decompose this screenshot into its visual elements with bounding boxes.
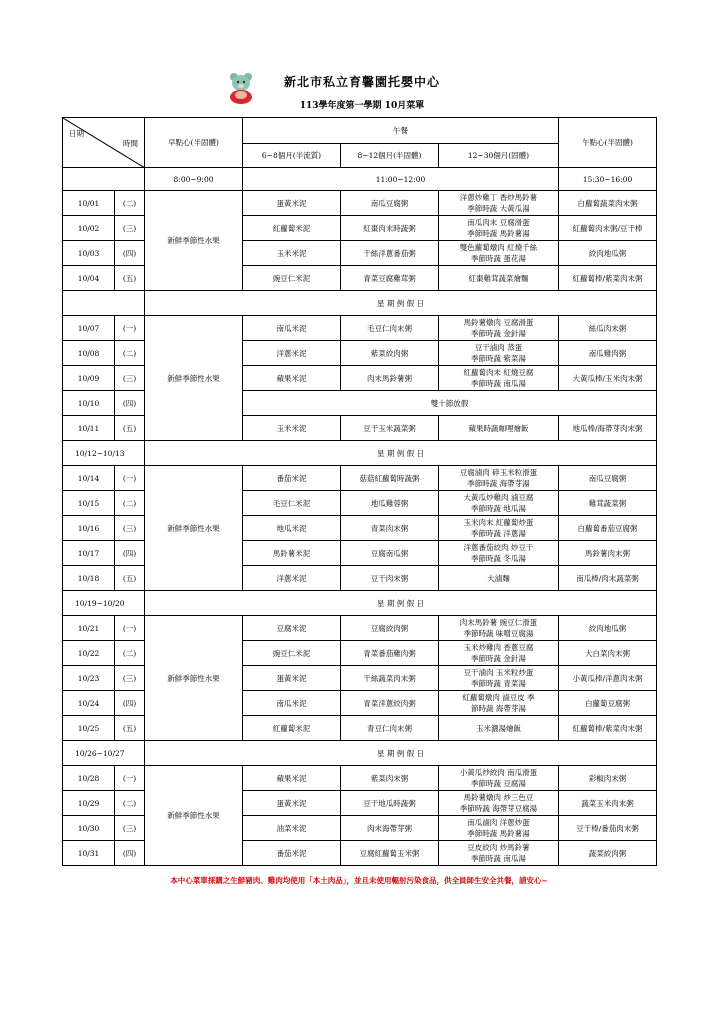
date-label: 日期 bbox=[69, 129, 84, 138]
weekday-cell: (五) bbox=[115, 416, 145, 441]
meal-8-12-cell: 豆腐紅蘿蔔玉米粥 bbox=[341, 841, 439, 866]
date-cell: 10/10 bbox=[63, 391, 115, 416]
holiday-cell: 雙十節放假 bbox=[243, 391, 657, 416]
meal-12-30-cell: 玉米肉末 紅蘿蔔炒蛋 季節時蔬 洋蔥湯 bbox=[439, 516, 559, 541]
weekday-cell: (四) bbox=[115, 541, 145, 566]
meal-8-12-cell: 肉末海帶芽粥 bbox=[341, 816, 439, 841]
meal-6-8-cell: 油菜米泥 bbox=[243, 816, 341, 841]
menu-table bbox=[62, 117, 657, 866]
date-cell: 10/28 bbox=[63, 766, 115, 791]
weekday-cell: (四) bbox=[115, 391, 145, 416]
time-morning: 8:00~9:00 bbox=[145, 168, 243, 191]
meal-8-12-cell: 豆干玉米蔬菜粥 bbox=[341, 416, 439, 441]
date-cell: 10/18 bbox=[63, 566, 115, 591]
table-row bbox=[63, 316, 657, 341]
weekend-date-cell: 10/26~10/27 bbox=[63, 741, 145, 766]
date-cell: 10/09 bbox=[63, 366, 115, 391]
meal-6-8-cell: 番茄米泥 bbox=[243, 841, 341, 866]
afternoon-snack-cell: 豆干棒/番茄肉末粥 bbox=[559, 816, 657, 841]
meal-6-8-cell: 豆腐米泥 bbox=[243, 616, 341, 641]
afternoon-snack-cell: 雞茸蔬菜粥 bbox=[559, 491, 657, 516]
meal-6-8-cell: 蘋果米泥 bbox=[243, 766, 341, 791]
meal-8-12-cell: 紫菜肉末粥 bbox=[341, 766, 439, 791]
afternoon-snack-cell: 南瓜雞肉粥 bbox=[559, 341, 657, 366]
meal-12-30-cell: 玉米濃湯燴飯 bbox=[439, 716, 559, 741]
afternoon-snack-cell: 彩椒肉末粥 bbox=[559, 766, 657, 791]
weekday-cell: (三) bbox=[115, 516, 145, 541]
meal-6-8-cell: 豌豆仁米泥 bbox=[243, 266, 341, 291]
lunch-6-8-header: 6~8個月(半流質) bbox=[243, 144, 341, 168]
table-row bbox=[63, 616, 657, 641]
meal-6-8-cell: 南瓜米泥 bbox=[243, 316, 341, 341]
meal-8-12-cell: 青豆仁肉末粥 bbox=[341, 716, 439, 741]
meal-6-8-cell: 蛋黃米泥 bbox=[243, 191, 341, 216]
afternoon-snack-cell: 地瓜棒/海帶芽肉末粥 bbox=[559, 416, 657, 441]
meal-8-12-cell: 毛豆仁肉末粥 bbox=[341, 316, 439, 341]
meal-6-8-cell: 洋蔥米泥 bbox=[243, 341, 341, 366]
meal-12-30-cell: 紅棗雞茸蔬菜燴麵 bbox=[439, 266, 559, 291]
time-lunch: 11:00~12:00 bbox=[243, 168, 559, 191]
weekend-row bbox=[63, 741, 657, 766]
meal-8-12-cell: 青菜洋蔥絞肉粥 bbox=[341, 691, 439, 716]
meal-12-30-cell: 南瓜滷肉 洋蔥炒蛋 季節時蔬 馬鈴薯湯 bbox=[439, 816, 559, 841]
afternoon-snack-cell: 紅蘿蔔棒/紫菜肉末粥 bbox=[559, 266, 657, 291]
afternoon-snack-header: 午點心(半固體) bbox=[559, 118, 657, 168]
afternoon-snack-cell: 蔬菜玉米肉末粥 bbox=[559, 791, 657, 816]
weekday-cell: (二) bbox=[115, 191, 145, 216]
meal-8-12-cell: 地瓜雞蓉粥 bbox=[341, 491, 439, 516]
weekday-cell: (五) bbox=[115, 566, 145, 591]
weekend-date-cell: 10/19~10/20 bbox=[63, 591, 145, 616]
meal-12-30-cell: 蘋果時蔬咖哩燴飯 bbox=[439, 416, 559, 441]
weekday-cell: (一) bbox=[115, 616, 145, 641]
weekday-cell: (三) bbox=[115, 666, 145, 691]
weekday-cell: (四) bbox=[115, 241, 145, 266]
meal-6-8-cell: 蛋黃米泥 bbox=[243, 791, 341, 816]
date-cell: 10/21 bbox=[63, 616, 115, 641]
date-cell: 10/31 bbox=[63, 841, 115, 866]
afternoon-snack-cell: 紅蘿蔔肉末粥/豆干棒 bbox=[559, 216, 657, 241]
meal-12-30-cell: 馬鈴薯燉肉 豆腐滑蛋 季節時蔬 金針湯 bbox=[439, 316, 559, 341]
meal-8-12-cell: 青菜肉末粥 bbox=[341, 516, 439, 541]
meal-8-12-cell: 紫菜絞肉粥 bbox=[341, 341, 439, 366]
afternoon-snack-cell: 白蘿蔔蔬菜肉末粥 bbox=[559, 191, 657, 216]
fruit-cell: 新鮮季節性水果 bbox=[145, 191, 243, 291]
date-cell: 10/16 bbox=[63, 516, 115, 541]
date-cell: 10/15 bbox=[63, 491, 115, 516]
weekday-cell: (一) bbox=[115, 766, 145, 791]
afternoon-snack-cell: 馬鈴薯肉末粥 bbox=[559, 541, 657, 566]
weekend-text-cell: 星 期 例 假 日 bbox=[145, 441, 657, 466]
meal-12-30-cell: 馬鈴薯燉肉 炒三色豆 季節時蔬 海帶芽豆腐湯 bbox=[439, 791, 559, 816]
date-cell: 10/30 bbox=[63, 816, 115, 841]
meal-6-8-cell: 豌豆仁米泥 bbox=[243, 641, 341, 666]
meal-8-12-cell: 豆腐南瓜粥 bbox=[341, 541, 439, 566]
meal-12-30-cell: 南瓜肉末 豆腐滑蛋 季節時蔬 馬鈴薯湯 bbox=[439, 216, 559, 241]
date-cell: 10/08 bbox=[63, 341, 115, 366]
weekend-row bbox=[63, 291, 657, 316]
meal-6-8-cell: 毛豆仁米泥 bbox=[243, 491, 341, 516]
meal-12-30-cell: 豆皮絞肉 炒馬鈴薯 季節時蔬 南瓜湯 bbox=[439, 841, 559, 866]
meal-8-12-cell: 干絲洋蔥番茄粥 bbox=[341, 241, 439, 266]
meal-12-30-cell: 洋蔥炒雞丁 香炒馬鈴薯 季節時蔬 大黃瓜湯 bbox=[439, 191, 559, 216]
meal-6-8-cell: 玉米米泥 bbox=[243, 416, 341, 441]
date-cell: 10/07 bbox=[63, 316, 115, 341]
footer-note: 本中心菜單採購之生鮮豬肉、雞肉均使用「本土肉品」，並且未使用輻射污染食品，供全員師生安全共餐，請安心~ bbox=[170, 876, 548, 885]
meal-12-30-cell: 肉末馬鈴薯 豌豆仁滑蛋 季節時蔬 味噌豆腐湯 bbox=[439, 616, 559, 641]
table-row bbox=[63, 466, 657, 491]
meal-6-8-cell: 番茄米泥 bbox=[243, 466, 341, 491]
date-cell: 10/23 bbox=[63, 666, 115, 691]
meal-12-30-cell: 雙色蘿蔔燉肉 紅燒千絲 季節時蔬 蛋花湯 bbox=[439, 241, 559, 266]
afternoon-snack-cell: 白蘿蔔豆腐粥 bbox=[559, 691, 657, 716]
meal-8-12-cell: 青菜豆腐雞茸粥 bbox=[341, 266, 439, 291]
meal-6-8-cell: 紅蘿蔔米泥 bbox=[243, 216, 341, 241]
date-cell: 10/29 bbox=[63, 791, 115, 816]
weekend-text-cell: 星 期 例 假 日 bbox=[145, 591, 657, 616]
meal-8-12-cell: 豆干肉末粥 bbox=[341, 566, 439, 591]
table-row bbox=[63, 766, 657, 791]
time-label: 時間 bbox=[123, 139, 138, 148]
afternoon-snack-cell: 白蘿蔔番茄豆腐粥 bbox=[559, 516, 657, 541]
weekday-cell: (二) bbox=[115, 341, 145, 366]
weekend-text-cell: 星 期 例 假 日 bbox=[145, 291, 657, 316]
weekday-cell: (二) bbox=[115, 641, 145, 666]
meal-6-8-cell: 地瓜米泥 bbox=[243, 516, 341, 541]
meal-12-30-cell: 大滷麵 bbox=[439, 566, 559, 591]
meal-12-30-cell: 豆干滷肉 玉米粒炒蛋 季節時蔬 青菜湯 bbox=[439, 666, 559, 691]
weekday-cell: (五) bbox=[115, 716, 145, 741]
weekday-cell: (一) bbox=[115, 316, 145, 341]
meal-6-8-cell: 蛋黃米泥 bbox=[243, 666, 341, 691]
date-cell: 10/03 bbox=[63, 241, 115, 266]
meal-12-30-cell: 豆腐滷肉 碎玉米粒滑蛋 季節時蔬 海帶芽湯 bbox=[439, 466, 559, 491]
date-cell: 10/24 bbox=[63, 691, 115, 716]
meal-6-8-cell: 南瓜米泥 bbox=[243, 691, 341, 716]
meal-12-30-cell: 大黃瓜炒雞肉 滷豆腐 季節時蔬 地瓜湯 bbox=[439, 491, 559, 516]
date-cell: 10/02 bbox=[63, 216, 115, 241]
date-time-header bbox=[63, 118, 145, 168]
meal-8-12-cell: 菇菇紅蘿蔔時蔬粥 bbox=[341, 466, 439, 491]
meal-8-12-cell: 青菜番茄雞肉粥 bbox=[341, 641, 439, 666]
meal-8-12-cell: 紅棗肉末時蔬粥 bbox=[341, 216, 439, 241]
date-cell: 10/11 bbox=[63, 416, 115, 441]
afternoon-snack-cell: 南瓜豆腐粥 bbox=[559, 466, 657, 491]
meal-8-12-cell: 肉末馬鈴薯粥 bbox=[341, 366, 439, 391]
afternoon-snack-cell: 紅蘿蔔棒/紫菜肉末粥 bbox=[559, 716, 657, 741]
meal-12-30-cell: 洋蔥番茄絞肉 炒豆干 季節時蔬 冬瓜湯 bbox=[439, 541, 559, 566]
morning-snack-header: 早點心(半固體) bbox=[145, 118, 243, 168]
weekday-cell: (三) bbox=[115, 816, 145, 841]
weekend-row bbox=[63, 591, 657, 616]
lunch-12-30-header: 12~30個月(固體) bbox=[439, 144, 559, 168]
meal-6-8-cell: 蘋果米泥 bbox=[243, 366, 341, 391]
weekday-cell: (二) bbox=[115, 491, 145, 516]
date-cell: 10/25 bbox=[63, 716, 115, 741]
weekday-cell: (五) bbox=[115, 266, 145, 291]
fruit-cell: 新鮮季節性水果 bbox=[145, 766, 243, 866]
meal-6-8-cell: 洋蔥米泥 bbox=[243, 566, 341, 591]
weekend-text-cell: 星 期 例 假 日 bbox=[145, 741, 657, 766]
meal-8-12-cell: 南瓜豆腐粥 bbox=[341, 191, 439, 216]
date-cell: 10/04 bbox=[63, 266, 115, 291]
fruit-cell: 新鮮季節性水果 bbox=[145, 316, 243, 441]
fruit-cell: 新鮮季節性水果 bbox=[145, 466, 243, 591]
afternoon-snack-cell: 南瓜棒/肉末蔬菜粥 bbox=[559, 566, 657, 591]
afternoon-snack-cell: 小黃瓜棒/洋蔥肉末粥 bbox=[559, 666, 657, 691]
weekday-cell: (一) bbox=[115, 466, 145, 491]
lunch-8-12-header: 8~12個月(半固體) bbox=[341, 144, 439, 168]
date-cell: 10/14 bbox=[63, 466, 115, 491]
meal-12-30-cell: 紅蘿蔔燉肉 滷豆皮 季 節時蔬 海帶芽湯 bbox=[439, 691, 559, 716]
weekend-date-cell: 10/12~10/13 bbox=[63, 441, 145, 466]
meal-6-8-cell: 紅蘿蔔米泥 bbox=[243, 716, 341, 741]
date-cell: 10/01 bbox=[63, 191, 115, 216]
table-row bbox=[63, 191, 657, 216]
meal-8-12-cell: 豆腐絞肉粥 bbox=[341, 616, 439, 641]
weekday-cell: (三) bbox=[115, 216, 145, 241]
time-afternoon: 15:30~16:00 bbox=[559, 168, 657, 191]
lunch-header: 午餐 bbox=[243, 118, 559, 144]
meal-12-30-cell: 玉米炒雞肉 香蔥豆腐 季節時蔬 金針湯 bbox=[439, 641, 559, 666]
weekday-cell: (四) bbox=[115, 691, 145, 716]
meal-8-12-cell: 干絲蔬菜肉末粥 bbox=[341, 666, 439, 691]
meal-12-30-cell: 豆干滷肉 蒸蛋 季節時蔬 紫菜湯 bbox=[439, 341, 559, 366]
date-cell: 10/22 bbox=[63, 641, 115, 666]
date-cell: 10/17 bbox=[63, 541, 115, 566]
page-subtitle: 113學年度第一學期 10月菜單 bbox=[299, 101, 425, 111]
meal-6-8-cell: 馬鈴薯米泥 bbox=[243, 541, 341, 566]
afternoon-snack-cell: 蔬菜絞肉粥 bbox=[559, 841, 657, 866]
afternoon-snack-cell: 絲瓜肉末粥 bbox=[559, 316, 657, 341]
meal-6-8-cell: 玉米米泥 bbox=[243, 241, 341, 266]
meal-8-12-cell: 豆干地瓜時蔬粥 bbox=[341, 791, 439, 816]
meal-12-30-cell: 小黃瓜炒絞肉 南瓜滑蛋 季節時蔬 豆腐湯 bbox=[439, 766, 559, 791]
page-title: 新北市私立育馨園托嬰中心 bbox=[283, 75, 440, 89]
fruit-cell: 新鮮季節性水果 bbox=[145, 616, 243, 741]
weekday-cell: (四) bbox=[115, 841, 145, 866]
weekday-cell: (二) bbox=[115, 791, 145, 816]
afternoon-snack-cell: 大黃瓜棒/玉米肉末粥 bbox=[559, 366, 657, 391]
meal-12-30-cell: 紅蘿蔔肉末 紅燒豆腐 季節時蔬 南瓜湯 bbox=[439, 366, 559, 391]
afternoon-snack-cell: 絞肉地瓜粥 bbox=[559, 616, 657, 641]
afternoon-snack-cell: 大白菜肉末粥 bbox=[559, 641, 657, 666]
weekend-row bbox=[63, 441, 657, 466]
weekend-date-cell bbox=[63, 291, 145, 316]
afternoon-snack-cell: 絞肉地瓜粥 bbox=[559, 241, 657, 266]
weekday-cell: (三) bbox=[115, 366, 145, 391]
